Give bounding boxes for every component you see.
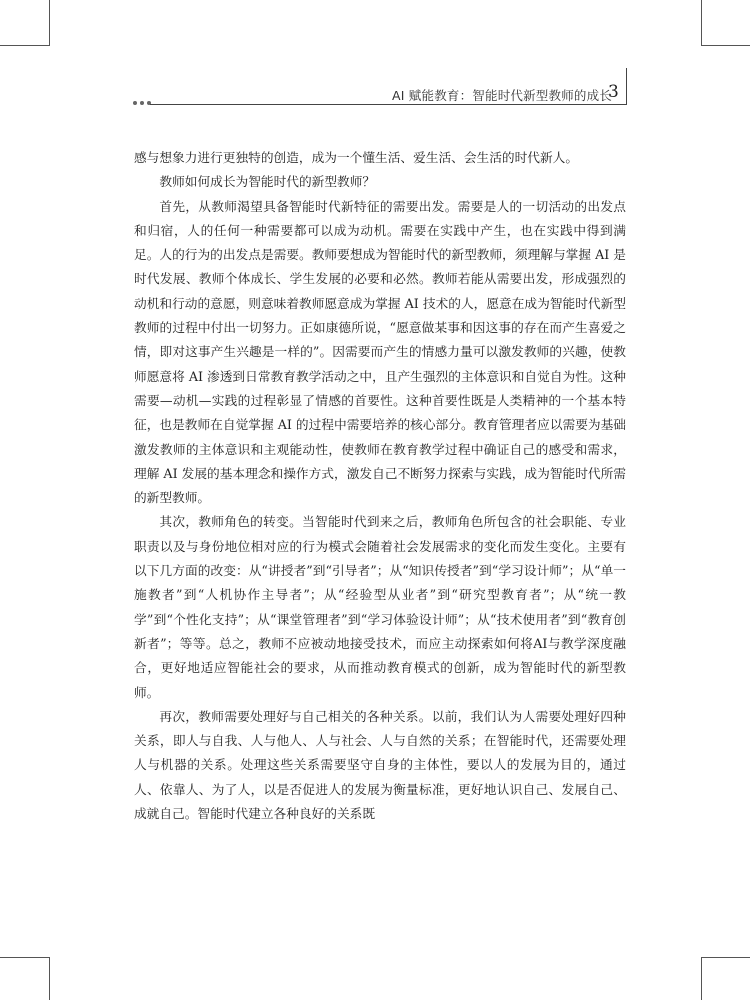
header-dots	[133, 101, 151, 105]
paragraph-second-point: 其次，教师角色的转变。当智能时代到来之后，教师角色所包含的社会职能、专业职责以及与身份地位相对应的行为模式会随着社会发展需求的变化而发生变化。主要有以下几方面的改变：从“讲授者”到“引导者”；从“知识传授者”到“学习设计师”；从“单一施教者”到“人机协作主导者”；从“经验型从业者”到“研究型教育者”；从“统一教学”到“个性化支持”；从“课堂管理者”到“学习体验设计师”；从“技术使用者”到“教育创新者”；等等。总之，教师不应被动地接受技术，而应主动探索如何将AI与教学深度融合，更好地适应智能社会的要求，从而推动教育模式的创新，成为智能时代的新型教师。	[134, 514, 626, 700]
crop-mark-bottom-right-h	[701, 957, 750, 958]
paragraph-question: 教师如何成长为智能时代的新型教师？	[159, 174, 376, 190]
page-number: 3	[608, 82, 619, 102]
header-vertical-rule	[626, 68, 627, 105]
crop-mark-bottom-left-v	[49, 957, 50, 1000]
running-header-title: AI 赋能教育：智能时代新型教师的成长	[391, 88, 612, 103]
crop-mark-top-right-v	[701, 0, 702, 46]
header-rule	[150, 104, 627, 105]
body-text	[134, 146, 626, 826]
paragraph-continuation: 感与想象力进行更独特的创造，成为一个懂生活、爱生活、会生活的时代新人。	[134, 150, 579, 165]
paragraph-first-point: 首先，从教师渴望具备智能时代新特征的需要出发。需要是人的一切活动的出发点和归宿，人的任何一种需要都可以成为动机。需要在实践中产生，也在实践中得到满足。人的行为的出发点是需要。教师要想成为智能时代的新型教师，须理解与掌握 AI 是时代发展、教师个体成长、学生发展的必要和必然。教师若能从需要出发，形成强烈的动机和行动的意愿，则意味着教师愿意成为掌握 AI 技术的人，愿意在成为智能时代新型教师的过程中付出一切努力。正如康德所说，“愿意做某事和因这事的存在而产生喜爱之情，即对这事产生兴趣是一样的”。因需要而产生的情感力量可以激发教师的兴趣，使教师愿意将 AI 渗透到日常教育教学活动之中，且产生强烈的主体意识和自觉自为性。这种需要—动机—实践的过程彰显了情感的首要性。这种首要性既是人类精神的一个基本特征，也是教师在自觉掌握 AI 的过程中需要培养的核心部分。教育管理者应以需要为基础激发教师的主体意识和主观能动性，使教师在教育教学过程中确证自己的感受和需求，理解 AI 发展的基本理念和操作方式，激发自己不断努力探索与实践，成为智能时代所需的新型教师。	[134, 198, 626, 506]
crop-mark-top-right-h	[701, 45, 750, 46]
paragraph-third-point: 再次，教师需要处理好与自己相关的各种关系。以前，我们认为人需要处理好四种关系，即人与自我、人与他人、人与社会、人与自然的关系；在智能时代，还需要处理人与机器的关系。处理这些关系需要坚守自身的主体性，要以人的发展为目的，通过人、依靠人、为了人，以是否促进人的发展为衡量标准，更好地认识自己、发展自己、成就自己。智能时代建立各种良好的关系既	[134, 708, 626, 822]
crop-mark-top-left-h	[0, 45, 50, 46]
crop-mark-bottom-left-h	[0, 957, 50, 958]
crop-mark-bottom-right-v	[701, 957, 702, 1000]
crop-mark-top-left-v	[49, 0, 50, 46]
